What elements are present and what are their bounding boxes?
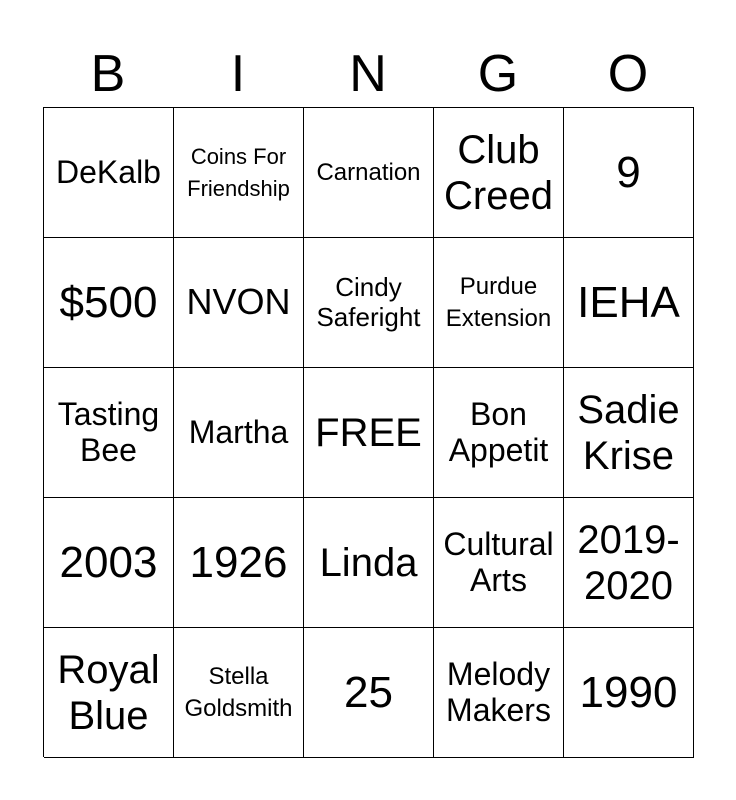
bingo-cell[interactable]: $500 [44, 238, 174, 368]
bingo-cell[interactable]: 2019-2020 [564, 498, 694, 628]
bingo-cell[interactable]: Bon Appetit [434, 368, 564, 498]
bingo-cell[interactable]: Linda [304, 498, 434, 628]
bingo-cell[interactable]: DeKalb [44, 108, 174, 238]
bingo-cell[interactable]: IEHA [564, 238, 694, 368]
bingo-cell[interactable]: Royal Blue [44, 628, 174, 758]
header-letter-i: I [230, 45, 246, 103]
bingo-cell[interactable]: Cultural Arts [434, 498, 564, 628]
bingo-cell[interactable]: Club Creed [434, 108, 564, 238]
bingo-cell[interactable]: Stella Goldsmith [174, 628, 304, 758]
free-space: FREE [304, 368, 434, 498]
bingo-cell[interactable]: Purdue Extension [434, 238, 564, 368]
bingo-cell[interactable]: Cindy Saferight [304, 238, 434, 368]
bingo-cell[interactable]: Martha [174, 368, 304, 498]
bingo-cell[interactable]: Sadie Krise [564, 368, 694, 498]
bingo-cell[interactable]: 1990 [564, 628, 694, 758]
bingo-cell[interactable]: Melody Makers [434, 628, 564, 758]
bingo-cell[interactable]: Tasting Bee [44, 368, 174, 498]
bingo-cell[interactable]: 9 [564, 108, 694, 238]
bingo-cell[interactable]: Coins For Friendship [174, 108, 304, 238]
bingo-board [43, 107, 694, 757]
header-letter-n: N [349, 45, 387, 103]
header-letter-b: B [90, 45, 126, 103]
header-letter-o: O [607, 45, 649, 103]
bingo-cell[interactable]: Carnation [304, 108, 434, 238]
header-letter-g: G [477, 45, 519, 103]
bingo-header [43, 40, 693, 108]
bingo-cell[interactable]: 1926 [174, 498, 304, 628]
bingo-cell[interactable]: 2003 [44, 498, 174, 628]
bingo-cell[interactable]: NVON [174, 238, 304, 368]
bingo-cell[interactable]: 25 [304, 628, 434, 758]
